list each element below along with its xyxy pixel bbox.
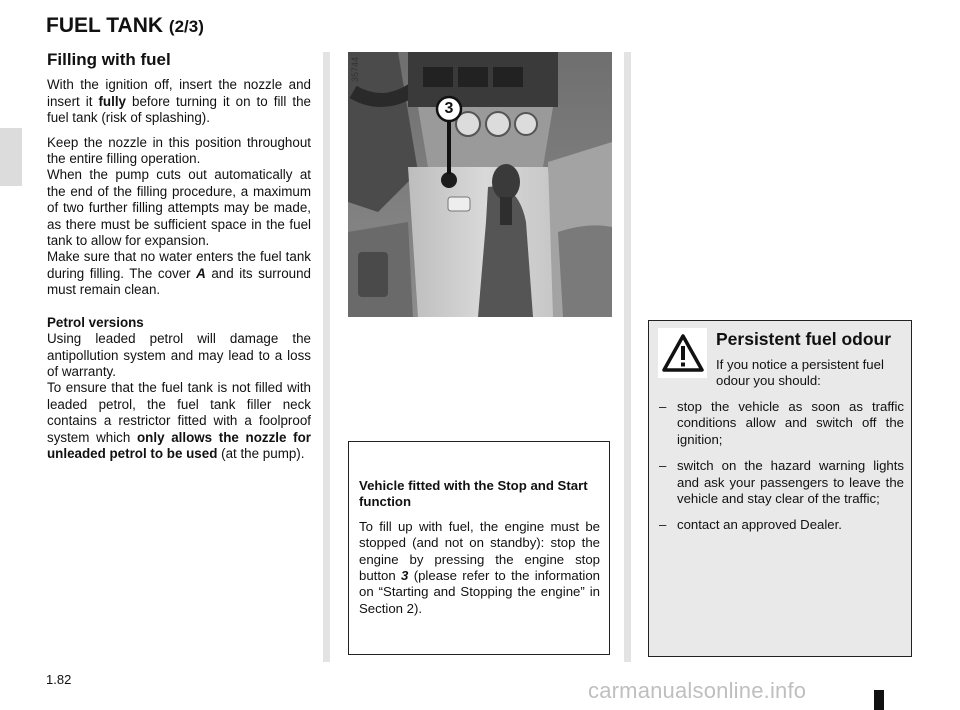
dash: – <box>659 458 667 474</box>
dash: – <box>659 517 667 533</box>
list-item-text: contact an approved Dealer. <box>677 517 842 533</box>
warning-intro: If you notice a persistent fuel odour you should: <box>716 357 884 389</box>
callout-number: 3 <box>444 100 454 117</box>
warning-icon-frame <box>658 328 707 378</box>
text: Using leaded petrol will damage the antipollution system and may lead to a loss of warranty. <box>47 331 311 379</box>
left-column <box>47 52 311 470</box>
text: With the ignition off, insert the nozzle and insert it <box>47 77 311 109</box>
dashboard-photo-illustration <box>348 52 612 317</box>
page-title-part: (2/3) <box>168 17 204 36</box>
paragraph-filling-operation <box>47 135 311 299</box>
corner-mark <box>874 690 884 710</box>
page-title <box>46 14 204 38</box>
list-item <box>659 517 904 533</box>
text-restrictor <box>47 380 311 462</box>
info-box-title: Vehicle fitted with the Stop and Start function <box>359 478 588 510</box>
photo-reference-number: 35744 <box>350 57 360 83</box>
text: Make sure that no water enters the fuel tank during filling. The cover <box>47 249 311 281</box>
list-item-text: stop the vehicle as soon as traffic conditions allow and switch off the ignition; <box>677 399 904 447</box>
column-divider-left <box>323 52 330 662</box>
stop-start-info-box <box>348 441 610 655</box>
text-cover <box>47 249 311 298</box>
button-ref: 3 <box>401 568 409 584</box>
text: before turning it on to fill the fuel tank (risk of splashing). <box>47 93 311 126</box>
bold-text: fully <box>98 93 126 109</box>
text: When the pump cuts out automatically at the end of the filling procedure, a maximum of two further filling attempts may be made, as there must be sufficient space in the fuel tank to allow for expansion. <box>47 167 311 249</box>
text: (please refer to the information on “Starting and Stopping the engine” in Section 2). <box>359 568 600 616</box>
dashboard-photo <box>348 52 612 317</box>
text: Keep the nozzle in this position throughout the entire filling operation. <box>47 134 311 167</box>
paragraph-insert-nozzle <box>47 77 311 126</box>
column-divider-right <box>624 52 631 662</box>
text: (at the pump). <box>217 445 305 461</box>
text: To fill up with fuel, the engine must be stopped (and not on standby): stop the engine by pressing the engine stop button <box>359 518 600 584</box>
watermark: carmanualsonline.info <box>588 678 807 703</box>
cover-label: A <box>196 265 206 281</box>
warning-list <box>659 399 904 544</box>
warning-title: Persistent fuel odour <box>716 329 892 349</box>
bold-text: only allows the nozzle for unleaded petrol to be used <box>47 429 311 461</box>
section-heading: Filling with fuel <box>47 50 171 69</box>
paragraph-petrol <box>47 315 311 463</box>
warning-triangle-icon <box>661 333 705 373</box>
list-item <box>659 458 904 507</box>
section-tab <box>0 128 22 186</box>
page-number: 1.82 <box>46 672 72 687</box>
page-title-main: FUEL TANK <box>46 14 164 37</box>
list-item <box>659 399 904 448</box>
info-box-text <box>359 519 600 617</box>
subheading: Petrol versions <box>47 314 144 330</box>
list-item-text: switch on the hazard warning lights and ask your passengers to leave the vehicle and stay clear of the traffic; <box>677 458 904 507</box>
dash: – <box>659 399 667 414</box>
text: and its surround must remain clean. <box>47 265 311 298</box>
text: To ensure that the fuel tank is not filled with leaded petrol, the fuel tank filler neck contains a restrictor fitted with a foolproof system which <box>47 380 311 445</box>
fuel-odour-warning-box <box>648 320 912 657</box>
